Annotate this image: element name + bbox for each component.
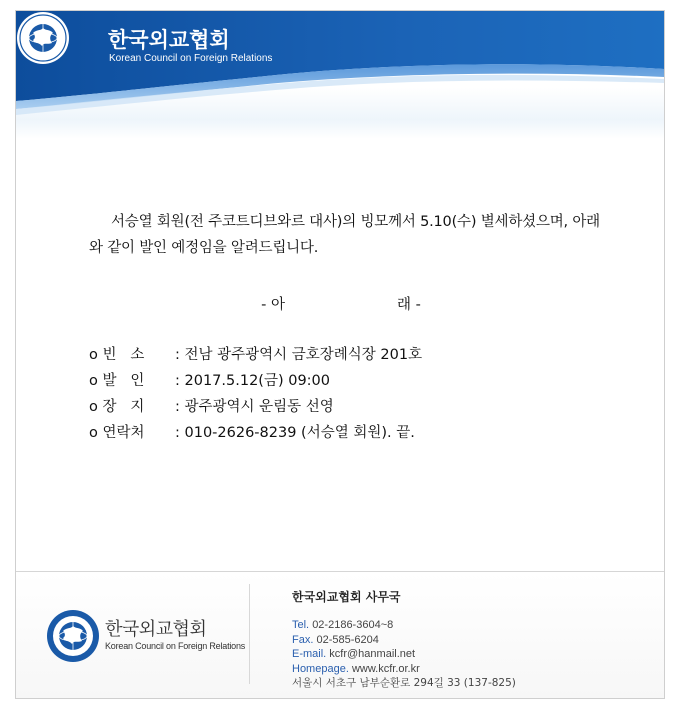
detail-value: : 전남 광주광역시 금호장례식장 201호 — [175, 347, 423, 363]
detail-item-funeral-hall — [89, 342, 609, 368]
office-name: 한국외교협회 사무국 — [292, 590, 401, 604]
fax-label: Fax. — [292, 633, 314, 646]
homepage-line — [292, 662, 652, 677]
contact-block — [292, 618, 652, 691]
notice-paragraph: 서승열 회원(전 주코트디브와르 대사)의 빙모께서 5.10(수) 별세하셨으며, 아래와 같이 발인 예정임을 알려드립니다. — [89, 214, 600, 256]
footer-globe-emblem-icon — [46, 609, 100, 663]
email-line — [292, 647, 652, 662]
detail-item-departure — [89, 368, 609, 394]
address: 서울시 서초구 남부순환로 294길 33 (137-825) — [292, 677, 516, 689]
fax-value: 02-585-6204 — [316, 633, 379, 646]
footer — [16, 571, 664, 698]
email-frame — [15, 10, 665, 699]
detail-label: o 빈 소 — [89, 347, 145, 363]
footer-org-name-ko: 한국외교협회 — [105, 619, 207, 640]
email-link[interactable]: kcfr@hanmail.net — [329, 648, 416, 660]
footer-divider — [249, 584, 250, 684]
detail-value: : 010-2626-8239 (서승열 회원). 끝. — [175, 425, 415, 441]
tel-line — [292, 618, 652, 633]
tel-value: 02-2186-3604~8 — [312, 619, 394, 631]
header-org-name-en: Korean Council on Foreign Relations — [109, 53, 273, 64]
homepage-link[interactable]: www.kcfr.or.kr — [351, 662, 420, 675]
homepage-label: Homepage. — [292, 662, 349, 675]
globe-emblem-icon — [16, 11, 70, 65]
email-label: E-mail. — [292, 648, 327, 660]
notice-heading-right: 래 - — [397, 297, 421, 313]
tel-label: Tel. — [292, 619, 310, 631]
detail-item-burial-site — [89, 394, 609, 420]
header-org-name-ko: 한국외교협회 — [108, 28, 230, 52]
notice-details-list — [89, 342, 609, 446]
footer-org-name-en: Korean Council on Foreign Relations — [105, 641, 246, 651]
fax-line — [292, 633, 652, 648]
detail-value: : 광주광역시 운림동 선영 — [175, 399, 334, 415]
detail-label: o 장 지 — [89, 399, 145, 415]
detail-value: : 2017.5.12(금) 09:00 — [175, 373, 331, 389]
header-banner — [16, 11, 664, 139]
notice-heading — [1, 293, 680, 314]
detail-label: o 발 인 — [89, 373, 145, 389]
notice-heading-left: - 아 — [261, 297, 285, 313]
detail-label: o 연락처 — [89, 425, 145, 441]
detail-item-contact — [89, 420, 609, 446]
notice-paragraph-block — [89, 209, 609, 261]
